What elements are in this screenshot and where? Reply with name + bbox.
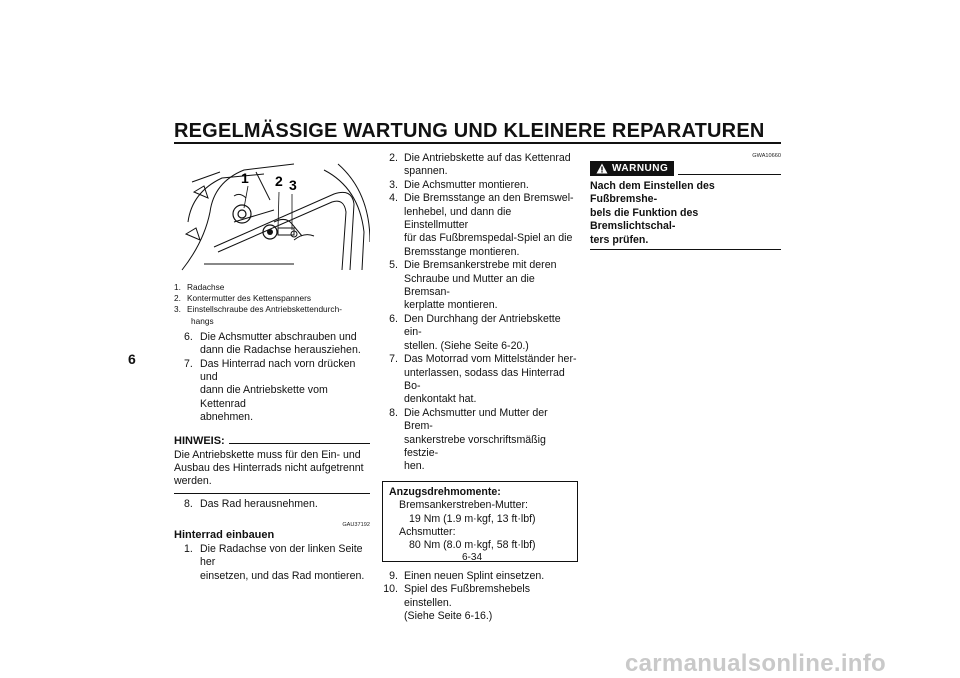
step-item: 9. Einen neuen Splint einsetzen. — [389, 569, 545, 582]
wheel-illustration — [174, 152, 370, 280]
page-title: REGELMÄSSIGE WARTUNG UND KLEINERE REPARATUREN — [174, 120, 765, 142]
step-item: 4. Die Bremsstange an den Bremswel- lenhebel, und dann die Einstellmutter für das Fußbremspedal-Spiel an die Bremsstange montieren. — [389, 192, 574, 258]
warning-label: WARNUNG — [612, 163, 669, 174]
reference-code: GWA10660 — [752, 153, 781, 159]
watermark: carmanualsonline.info — [625, 650, 887, 677]
column-1 — [174, 152, 370, 583]
warning-body: Nach dem Einstellen des Fußbremshe- bels die Funktion des Bremslichtschal- ters prüfen. — [590, 180, 781, 250]
step-item: 7. Das Motorrad vom Mittelständer her- unterlassen, sodass das Hinterrad Bo- denkontakt hat. — [389, 353, 577, 406]
section-heading: Hinterrad einbauen — [174, 529, 275, 542]
torque-heading: Anzugsdrehmomente: — [389, 485, 501, 498]
caption-item: 2. Kontermutter des Kettenspanners — [174, 293, 312, 304]
warning-header — [590, 161, 781, 176]
callout-2: 2 — [275, 173, 283, 189]
reference-code: GAU37192 — [342, 522, 370, 529]
step-item: 2. Die Antriebskette auf das Kettenrad spannen. — [389, 152, 571, 178]
torque-value: 80 Nm (8.0 m·kgf, 58 ft·lbf) — [409, 539, 536, 552]
step-item: 10. Spiel des Fußbremshebels einstellen. (Siehe Seite 6-16.) — [383, 583, 531, 622]
step-item: 6. Die Achsmutter abschrauben und dann die Radachse herausziehen. — [184, 330, 361, 357]
step-item: 7. Das Hinterrad nach vorn drücken und dann die Antriebskette vom Kettenrad abnehmen. — [184, 357, 356, 424]
torque-label: Achsmutter: — [399, 525, 456, 538]
step-item: 8. Das Rad herausnehmen. — [184, 497, 318, 510]
callout-3: 3 — [289, 177, 297, 193]
removal-steps — [174, 331, 370, 425]
step-item: 1. Die Radachse von der linken Seite her einsetzen, und das Rad montieren. — [184, 542, 365, 582]
title-rule — [174, 142, 781, 144]
torque-spec-box — [382, 481, 578, 562]
step-item: 5. Die Bremsankerstrebe mit deren Schraube und Mutter an die Bremsan- kerplatte montieren. — [389, 259, 557, 312]
note-heading: HINWEIS: — [174, 435, 370, 447]
torque-label: Bremsankerstreben-Mutter: — [399, 499, 528, 512]
caption-continuation: hangs — [191, 315, 214, 326]
column-3 — [590, 152, 781, 250]
page-number: 6-34 — [462, 552, 483, 563]
step-item: 6. Den Durchhang der Antriebskette ein- stellen. (Siehe Seite 6-20.) — [389, 312, 561, 352]
step-item: 3. Die Achsmutter montieren. — [389, 178, 529, 191]
caption-item: 3. Einstellschraube des Antriebskettendurch- — [174, 304, 342, 315]
chapter-tab: 6 — [128, 351, 136, 367]
rear-wheel-axle-drawing — [174, 152, 370, 280]
warning-triangle-icon — [596, 163, 608, 174]
warning-badge — [590, 161, 674, 176]
caption-item: 1. Radachse — [174, 282, 225, 292]
install-steps — [174, 543, 370, 583]
step-item: 8. Die Achsmutter und Mutter der Brem- sankerstrebe vorschriftsmäßig festzie- hen. — [389, 406, 548, 473]
figure-caption — [174, 282, 370, 327]
callout-1: 1 — [241, 170, 249, 186]
note-body: Die Antriebskette muss für den Ein- und Ausbau des Hinterrads nicht aufgetrennt werden. — [174, 449, 370, 494]
torque-value: 19 Nm (1.9 m·kgf, 13 ft·lbf) — [409, 512, 536, 525]
